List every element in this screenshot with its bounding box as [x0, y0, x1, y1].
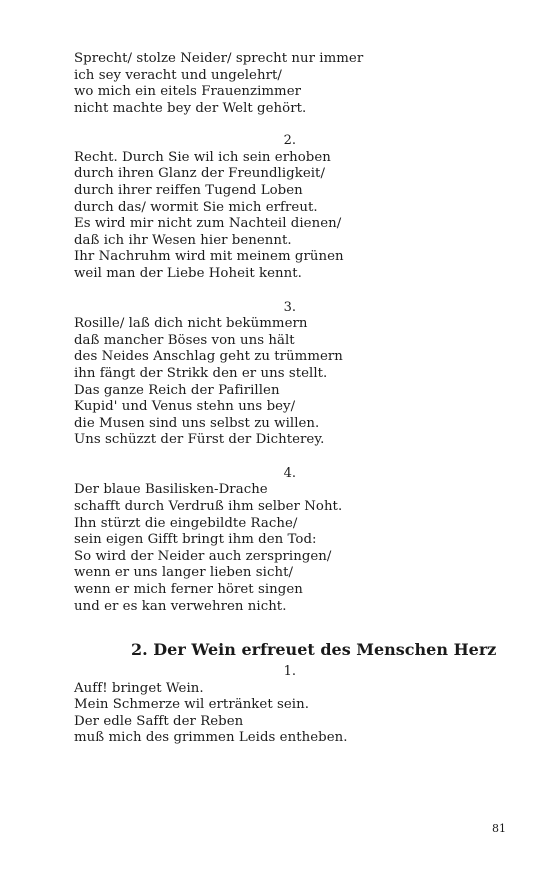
verse-line: nicht machte bey der Welt gehört.: [74, 100, 307, 116]
stanza-number: 2.: [283, 133, 296, 149]
verse-line: ich sey veracht und ungelehrt/: [74, 67, 282, 83]
verse-line: Auff! bringet Wein.: [74, 680, 204, 696]
verse-line: ihn fängt der Strikk den er uns stellt.: [74, 365, 328, 381]
verse-line: schafft durch Verdruß ihm selber Noht.: [74, 498, 343, 514]
verse-line: weil man der Liebe Hoheit kennt.: [74, 266, 302, 282]
stanza: [74, 466, 494, 615]
verse-line: muß mich des grimmen Leids entheben.: [74, 730, 348, 746]
verse-line: Ihr Nachruhm wird mit meinem grünen: [74, 249, 344, 265]
page-content: [74, 51, 497, 764]
page-number: 81: [492, 822, 506, 835]
verse-line: Es wird mir nicht zum Nachteil dienen/: [74, 216, 342, 232]
verse-line: Sprecht/ stolze Neider/ sprecht nur immer: [74, 51, 364, 66]
verse-line: und er es kan verwehren nicht.: [74, 598, 287, 614]
stanza-number: 1.: [283, 664, 296, 680]
verse-line: Rosille/ laß dich nicht bekümmern: [74, 316, 308, 332]
stanza: [74, 664, 494, 747]
verse-line: durch ihren Glanz der Freundligkeit/: [74, 166, 325, 182]
verse-line: Der edle Safft der Reben: [74, 713, 244, 729]
stanza: [74, 51, 494, 117]
verse-line: sein eigen Gifft bringt ihm den Tod:: [74, 532, 317, 548]
verse-line: daß ich ihr Wesen hier benennt.: [74, 232, 292, 248]
stanza-number: 4.: [283, 465, 296, 481]
verse-line: des Neides Anschlag geht zu trümmern: [74, 349, 343, 365]
verse-line: Das ganze Reich der Pafirillen: [74, 382, 280, 398]
verse-line: Ihn stürzt die eingebildte Rache/: [74, 515, 298, 531]
verse-line: Mein Schmerze wil ertränket sein.: [74, 697, 309, 713]
stanza-number: 3.: [283, 299, 296, 315]
verse-line: So wird der Neider auch zerspringen/: [74, 548, 332, 564]
poem-title: 2. Der Wein erfreuet des Menschen Herz: [131, 640, 497, 660]
verse-line: wo mich ein eitels Frauenzimmer: [74, 84, 302, 100]
verse-line: daß mancher Böses von uns hält: [74, 332, 295, 348]
verse-line: durch das/ wormit Sie mich erfreut.: [74, 199, 318, 215]
verse-line: die Musen sind uns selbst zu willen.: [74, 415, 320, 431]
verse-line: durch ihrer reiffen Tugend Loben: [74, 183, 303, 199]
stanza: [74, 133, 494, 282]
verse-line: Uns schüzzt der Fürst der Dichterey.: [74, 432, 325, 448]
verse-line: Kupid' und Venus stehn uns bey/: [74, 399, 296, 415]
verse-line: Recht. Durch Sie wil ich sein erhoben: [74, 149, 331, 165]
verse-line: wenn er uns langer lieben sicht/: [74, 565, 293, 581]
verse-line: Der blaue Basilisken-Drache: [74, 482, 268, 498]
stanza: [74, 300, 494, 449]
verse-line: wenn er mich ferner höret singen: [74, 581, 303, 597]
